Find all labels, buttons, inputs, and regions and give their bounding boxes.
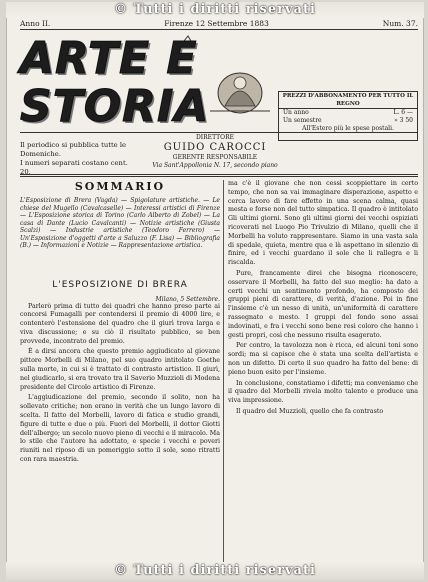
- issue-year: Anno II.: [20, 19, 51, 28]
- sommario-text: L'Esposizione di Brera (Vagda) — Spigolature artistiche. — Le chiese del Mugello (Cavalcaselle) — Interessi artistici di Firenze — L'Esposizione storica di Torino (Carlo Alberto di Zobel) — La casa di Dante (Lucio Cavalcanti) — Notizie artistiche (Giusta Scalzi) — Industrie artistiche (Teodoro Ferrero) — Un'Esposizione d'oggetti d'arte a Saluzzo (F. Lisa) — Bibliografia (B.) — Informazioni e Notizie — Rappresentazione artistica.: [20, 197, 220, 249]
- subscription-row: [279, 109, 417, 117]
- rule: [20, 176, 418, 177]
- article-paragraph: ma c'è il giovane che non cessi scoppiettare in certo tempo, che non sa vai immaginare disperazione, aspetto e cerca lavoro di fare effetto in una scena calma, quasi mesta e forse non del tutto simpatica. Il quadro è intitolato Gli ultimi giorni. Sono gli ultimi giorni dei vecchi ospiziati ricoverati nel Luogo Pio Trivulzio di Milano, quelli che il Morbelli ha voluto rappresentare. Siamo in una vasta sala di spedale, quieta, mentre qua e là aspettano in silenzio di finire, ed i vecchi guardano il sole che li rallegra e li riscalda.: [228, 180, 418, 267]
- right-column: [228, 180, 418, 419]
- subscription-footer: All'Estero più le spese postali.: [302, 125, 394, 132]
- director-label: DIRETTORE: [195, 134, 234, 141]
- article-paragraph: È a dirsi ancora che questo premio aggiudicato al giovane pittore Morbelli di Milano, pel suo quadro intitolato Goethe sulla morte, in cui si è trattato di contrasto artistico. Il giurì, nel giudicarlo, si era trovato tra il Saverio Muzzioli di Modena presidente del Circolo artistico di Firenze.: [20, 348, 220, 391]
- article-paragraph: L'aggiudicazione del premio, secondo il solito, non ha sollevato critiche; non erano in verità che un lungo lavoro di scelta. Il fatto del Morbelli, lavoro di fatica e studio grandi, figure di tutte e due o più. Fuori del Morbelli, il dottor Giotti dell'albergo; un secolo nuovo pieno di vecchi e il miracolo. Ma lo stile che l'autore ha adottato, e specie i vecchi e poveri riuniti nel riposo di un pomeriggio sotto il sole, sono ritratti con rara maestria.: [20, 394, 220, 464]
- rule: [20, 174, 418, 175]
- masthead-title: ARTE E STORIA: [20, 33, 210, 132]
- director-address: Via Sant'Appollonia N. 17, secondo piano: [152, 162, 278, 169]
- director-block: [140, 134, 290, 170]
- subscription-row: [279, 117, 417, 125]
- issue-price: I numeri separati costano cent. 20.: [20, 159, 128, 176]
- director-sub: GERENTE RESPONSABILE: [172, 154, 258, 161]
- subscription-box: [278, 91, 418, 141]
- subscription-label: Un anno: [283, 109, 309, 116]
- subscription-label: Un semestre: [283, 117, 322, 124]
- issue-number: Num. 37.: [382, 19, 418, 28]
- article-title: L'ESPOSIZIONE DI BRERA: [52, 279, 188, 290]
- article-paragraph: Il quadro del Muzzioli, quello che fa contrasto: [236, 407, 384, 415]
- newspaper-page: [6, 2, 424, 580]
- subscription-value: » 3 50: [394, 117, 413, 124]
- publication-info: [20, 141, 140, 177]
- dateline: [20, 19, 418, 30]
- article-paragraph: Parlerò prima di tutto dei quadri che hanno preso parte ai concorsi Fumagalli per contendersi il premio di 4000 lire, e contenterò l'estensione del quadro che il giurì trova larga e viva discussione; e su ciò il risultato pubblico, se ben provvede, incontrato del premio.: [20, 302, 220, 345]
- article-paragraph: Pure, francamente direi che bisogna riconoscere, osservare il Morbelli, ha fatto del suo meglio: ha dato a certi vecchi un sentimento profondo, ha composto dei gruppi pieni di carattere, di verità, d'azione. Poi in fine l'insieme c'è un nesso di unità, un'uniformità di carattere rassegnato e mesto. I gruppi del fondo sono assai indovinati, e fra i vecchi sono bene resi coloro che hanno i gesti propri, così che nessuno risulta esagerato.: [228, 269, 418, 339]
- article-dateline: Milano, 5 Settembre.: [155, 295, 220, 303]
- masthead: [20, 31, 418, 131]
- subscription-value: L. 6 —: [393, 109, 413, 116]
- watermark-top: © Tutti i diritti riservati: [6, 2, 424, 18]
- issue-date: Firenze 12 Settembre 1883: [164, 19, 269, 28]
- director-name: GUIDO CAROCCI: [163, 142, 267, 153]
- sommario-title: SOMMARIO: [74, 180, 166, 193]
- watermark-bottom: © Tutti i diritti riservati: [6, 562, 424, 580]
- publication-frequency: Il periodico si pubblica tutte le Domeniche.: [20, 141, 127, 158]
- rule: [20, 132, 418, 133]
- article-paragraph: In conclusione, constatiamo i difetti; ma conveniamo che il quadro del Morbelli rivela molto talento e produce una viva impressione.: [228, 379, 418, 405]
- article-paragraph: Per contro, la tavolozza non è ricca, ed alcuni toni sono sordi; ma si capisce che è stata una scelta dell'artista e non un difetto. Di certo il suo quadro ha fatto del bene: di pieno buon esito per l'insieme.: [228, 342, 418, 376]
- column-divider: [223, 180, 224, 564]
- subscription-header: PREZZI D'ABBONAMENTO PER TUTTO IL REGNO: [279, 92, 417, 109]
- left-column: [20, 180, 220, 467]
